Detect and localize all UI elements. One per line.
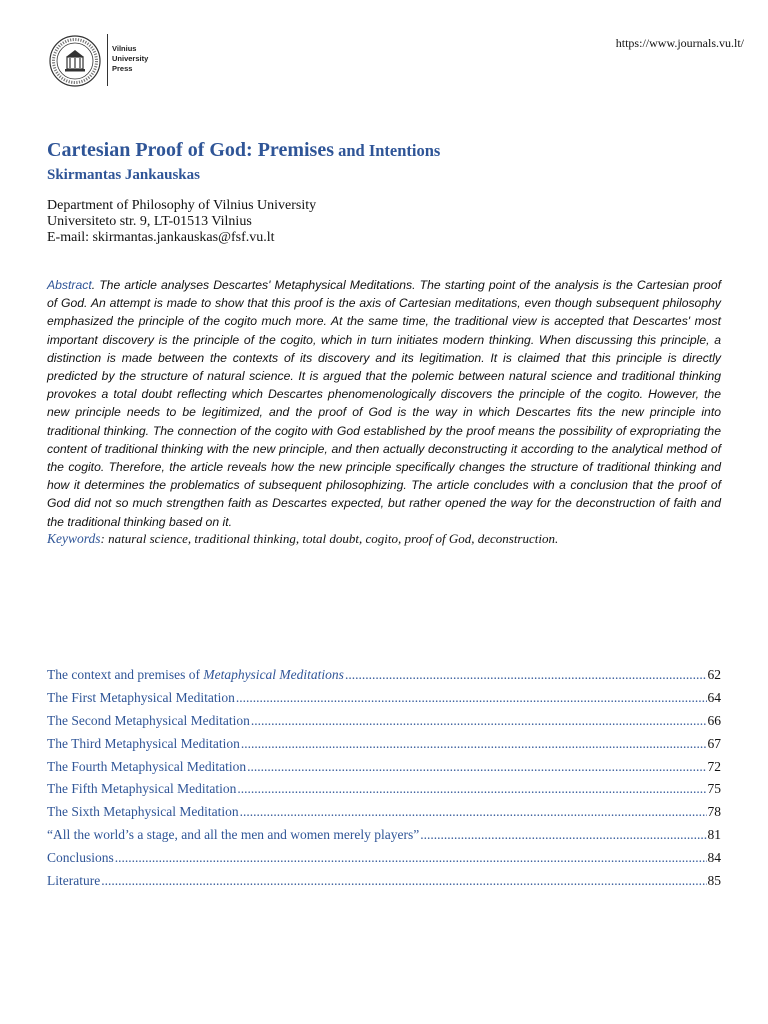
toc-entry[interactable] [47, 664, 721, 687]
toc-leader-dots [345, 664, 707, 687]
article-title [47, 127, 440, 164]
keywords-label: Keywords [47, 531, 101, 546]
toc-entry[interactable] [47, 778, 721, 801]
affiliation-address: Universiteto str. 9, LT-01513 Vilnius [47, 214, 252, 229]
toc-entry-title: The Fifth Metaphysical Meditation [47, 781, 237, 797]
title-tail: and Intentions [333, 141, 441, 160]
toc-leader-dots [236, 687, 707, 710]
toc-leader-dots [420, 824, 706, 847]
logo-divider [107, 34, 108, 86]
toc-page-number: 66 [707, 712, 721, 728]
page-header [0, 0, 768, 100]
journal-url[interactable]: https://www.journals.vu.lt/ [615, 36, 744, 50]
toc-entry[interactable] [47, 733, 721, 756]
toc-entry-title: The Sixth Metaphysical Meditation [47, 804, 239, 820]
toc-page-number: 84 [707, 850, 721, 866]
toc-entry[interactable] [47, 870, 721, 893]
author-affiliation [47, 198, 316, 246]
toc-entry-title: The Fourth Metaphysical Meditation [47, 758, 247, 774]
toc-page-number: 81 [707, 827, 721, 843]
toc-page-number: 62 [707, 667, 721, 682]
author-name: Skirmantas Jankauskas [47, 167, 200, 183]
press-line: University [112, 54, 149, 63]
toc-entry[interactable] [47, 824, 721, 847]
abstract-text: . The article analyses Descartes' Metaphysical Meditations. The starting point of the analysis is the Cartesian proof of God. An attempt is made to show that this proof is the axis of Cartesian meditations, even though subsequent philosophy emphasized the principle of the cogito much more. At the same time, the traditional view is accepted that Descartes' most important discovery is the principle of the cogito, which in turn initiates modern thinking. When discussing this principle, a distinction is made between the contexts of its discovery and its legitimation. It is claimed that this principle is directly predicted by the structure of natural science. It is argued that the polemic between natural science and traditional thinking provokes a total doubt reflecting which Descartes phenomenologically discovers the principle of the cogito. However, the new principle needs to be legitimized, and the proof of God is the way in which Descartes fits the new principle into traditional thinking. The connection of the cogito with God established by the proof means the possibility of expropriating the content of traditional thinking with the new principle, and then actually deconstructing it according to the analytical method of the cogito. Therefore, the article reveals how the new principle specifically changes the structure of traditional thinking and how it determines the problematics of subsequent philosophizing. The article concludes with a conclusion that the proof of God did not so much strengthen faith as Descartes expected, but rather opened the way for the deconstruction of faith and the traditional thinking based on it. [47, 278, 721, 529]
toc-page-number: 64 [707, 689, 721, 705]
toc-leader-dots [101, 870, 706, 893]
toc-page-number: 85 [707, 873, 721, 889]
abstract [47, 276, 721, 531]
toc-page-number: 78 [707, 804, 721, 820]
press-line: Vilnius [112, 44, 137, 53]
press-line: Press [112, 64, 133, 73]
toc-entry-title: The Third Metaphysical Meditation [47, 735, 240, 751]
toc-entry-title: The First Metaphysical Meditation [47, 689, 235, 705]
keywords-text: : natural science, traditional thinking, total doubt, cogito, proof of God, deconstruction. [100, 531, 559, 546]
toc-page-number: 72 [707, 758, 721, 774]
toc-entry[interactable] [47, 847, 721, 870]
toc-leader-dots [115, 847, 707, 870]
toc-leader-dots [247, 756, 706, 779]
affiliation-department: Department of Philosophy of Vilnius University [47, 198, 317, 213]
toc-entry-title: The Second Metaphysical Meditation [47, 712, 250, 728]
toc-leader-dots [251, 710, 707, 733]
keywords [47, 531, 558, 547]
toc-page-number: 67 [707, 735, 721, 751]
toc-entry[interactable] [47, 756, 721, 779]
title-main: Cartesian Proof of God: Premises [47, 139, 334, 161]
toc-entry[interactable] [47, 710, 721, 733]
toc-entry[interactable] [47, 687, 721, 710]
toc-entry-title: Conclusions [47, 850, 114, 866]
university-seal-icon [49, 35, 101, 87]
toc-entry-title: Literature [47, 873, 101, 889]
press-name [112, 44, 148, 74]
toc-leader-dots [237, 778, 706, 801]
abstract-label: Abstract [47, 278, 92, 292]
affiliation-email: E-mail: skirmantas.jankauskas@fsf.vu.lt [47, 230, 275, 245]
table-of-contents [47, 664, 721, 893]
toc-leader-dots [241, 733, 707, 756]
toc-entry-title: “All the world’s a stage, and all the men and women merely players” [47, 827, 420, 843]
toc-entry-title: The context and premises of Metaphysical Meditations [47, 667, 344, 682]
toc-leader-dots [240, 801, 707, 824]
toc-page-number: 75 [707, 781, 721, 797]
toc-entry[interactable] [47, 801, 721, 824]
